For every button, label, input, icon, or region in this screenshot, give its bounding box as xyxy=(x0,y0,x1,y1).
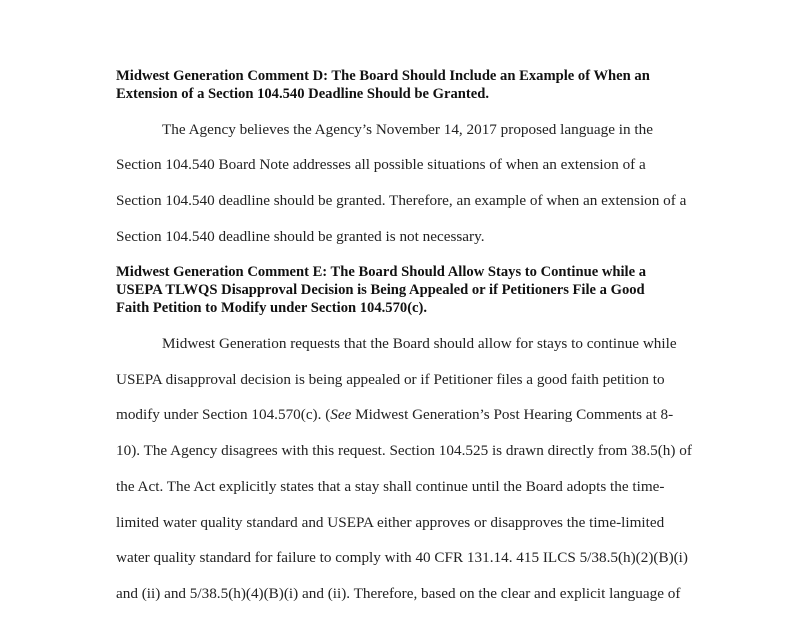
comment-e-heading-line-2: USEPA TLWQS Disapproval Decision is Being Appealed or if Petitioners File a Good xyxy=(116,282,645,298)
paragraph-2-line-7: water quality standard for failure to comply with 40 CFR 131.14. 415 ILCS 5/38.5(h)(2)(B)(i) xyxy=(116,549,688,566)
comment-d-heading-line-2: Extension of a Section 104.540 Deadline Should be Granted. xyxy=(116,86,489,102)
paragraph-1-line-3: Section 104.540 deadline should be granted. Therefore, an example of when an extension of a xyxy=(116,192,687,209)
paragraph-2-line-4: 10). The Agency disagrees with this request. Section 104.525 is drawn directly from 38.5(h) of xyxy=(116,442,692,459)
comment-e-heading-line-1: Midwest Generation Comment E: The Board Should Allow Stays to Continue while a xyxy=(116,264,647,280)
paragraph-2-line-3-end: Midwest Generation’s Post Hearing Comments at 8- xyxy=(351,406,674,423)
paragraph-2-line-3-start: modify under Section 104.570(c). ( xyxy=(116,406,331,423)
paragraph-2-line-1: Midwest Generation requests that the Board should allow for stays to continue while xyxy=(162,335,677,352)
paragraph-2-line-2: USEPA disapproval decision is being appealed or if Petitioner files a good faith petition to xyxy=(116,371,665,388)
paragraph-2-line-5: the Act. The Act explicitly states that a stay shall continue until the Board adopts the time- xyxy=(116,478,665,495)
paragraph-1-line-2: Section 104.540 Board Note addresses all possible situations of when an extension of a xyxy=(116,156,646,173)
comment-d-heading-line-1: Midwest Generation Comment D: The Board Should Include an Example of When an xyxy=(116,68,650,84)
paragraph-2-line-3 xyxy=(116,406,673,424)
comment-e-heading xyxy=(116,263,716,317)
comment-d-heading xyxy=(116,67,716,103)
see-citation-signal: See xyxy=(330,406,352,423)
paragraph-1-line-1: The Agency believes the Agency’s November 14, 2017 proposed language in the xyxy=(162,121,653,138)
paragraph-1-line-4: Section 104.540 deadline should be granted is not necessary. xyxy=(116,228,485,245)
paragraph-2-line-8: and (ii) and 5/38.5(h)(4)(B)(i) and (ii). Therefore, based on the clear and explicit language of xyxy=(116,585,681,602)
comment-e-heading-line-3: Faith Petition to Modify under Section 104.570(c). xyxy=(116,300,428,316)
paragraph-2-line-6: limited water quality standard and USEPA either approves or disapproves the time-limited xyxy=(116,514,665,531)
